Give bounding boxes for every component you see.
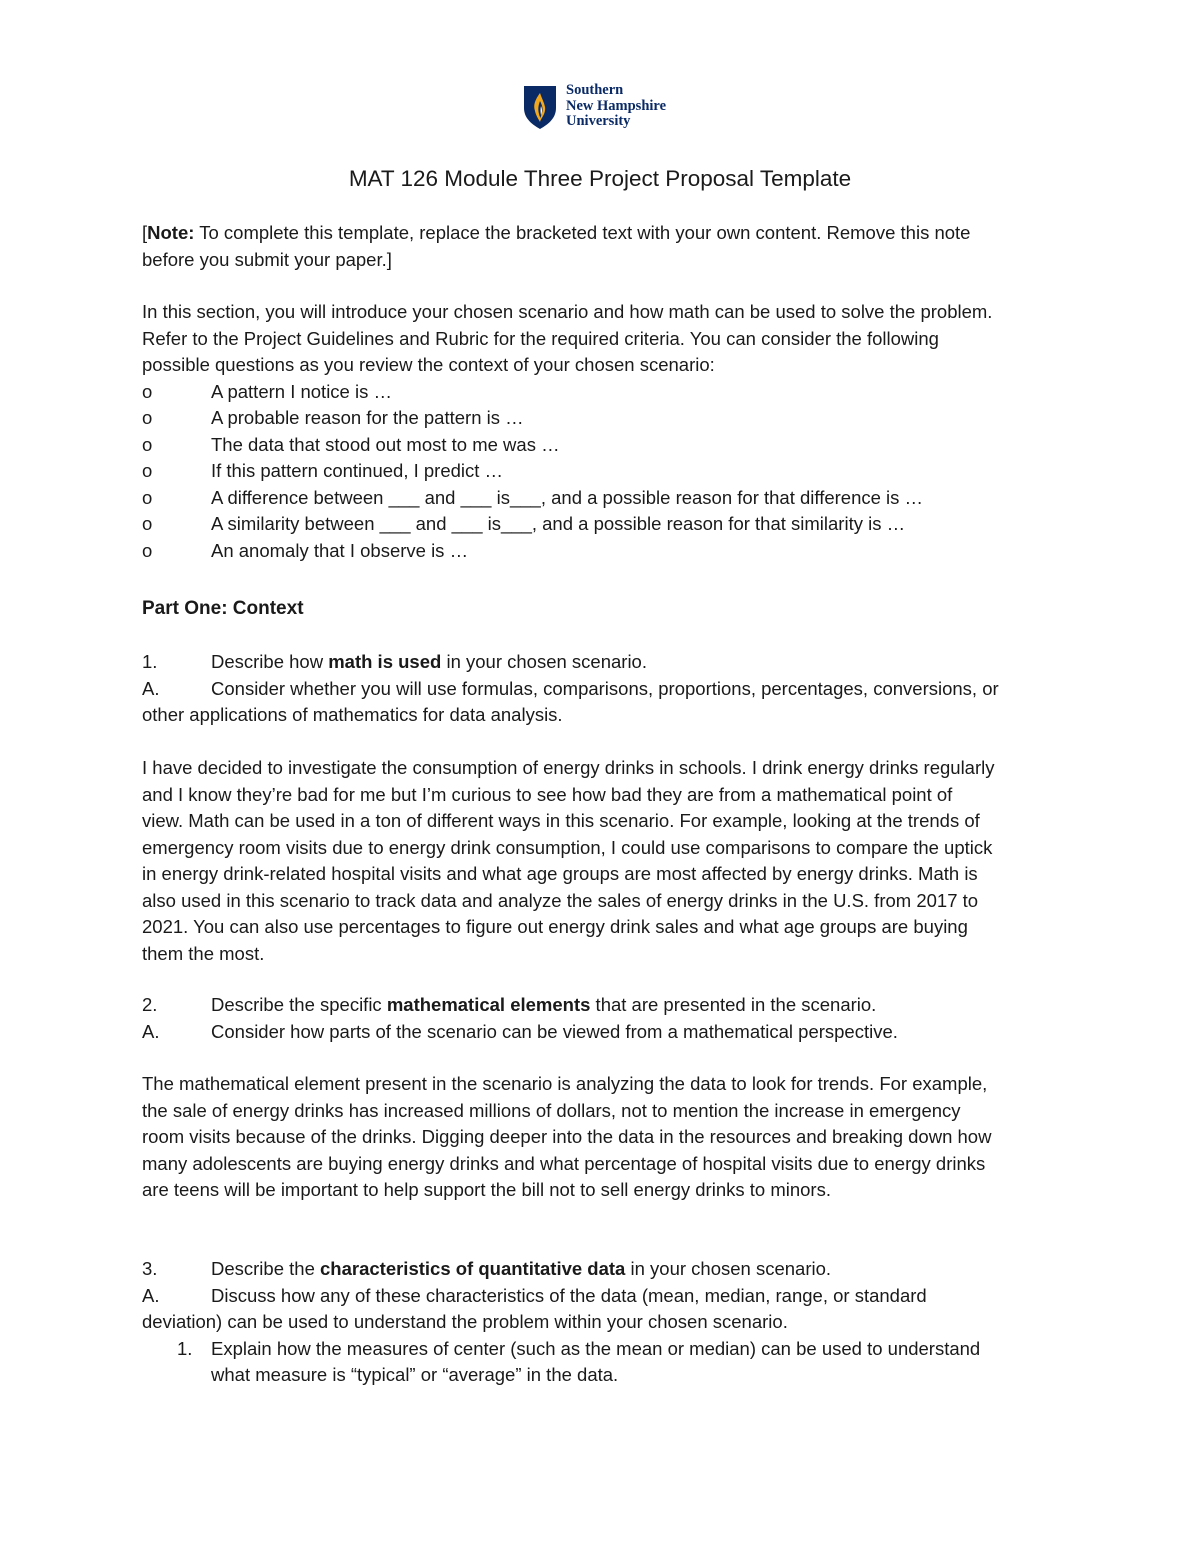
intro-line: possible questions as you review the context of your chosen scenario: [142, 354, 715, 375]
answer-line: also used in this scenario to track data and analyze the sales of energy drinks in the U.S. from 2017 to [142, 889, 979, 911]
list-item-text: If this pattern continued, I predict … [211, 460, 504, 481]
answer-line: I have decided to investigate the consumption of energy drinks in schools. I drink energy drinks regularly [142, 757, 995, 778]
list-item-text: The data that stood out most to me was … [211, 433, 560, 455]
page-title: MAT 126 Module Three Project Proposal Template [348, 166, 852, 191]
answer-line: The mathematical element present in the scenario is analyzing the data to look for trends. For example, [142, 1073, 988, 1094]
section-heading: Part One: Context [142, 598, 304, 619]
list-item-text: A pattern I notice is … [211, 380, 392, 402]
answer-line: in energy drink-related hospital visits and what age groups are most affected by energy drinks. Math is [142, 863, 978, 884]
snhu-shield-icon [522, 84, 558, 130]
note-text: To complete this template, replace the bracketed text with your own content. Remove this note [194, 222, 971, 243]
answer-line: many adolescents are buying energy drinks and what percentage of hospital visits due to energy drinks [142, 1152, 986, 1174]
snhu-wordmark [566, 83, 666, 130]
answer-1 [142, 755, 1062, 967]
answer-2 [142, 1071, 1062, 1204]
intro-section [142, 299, 1062, 564]
bullet-marker: o [142, 539, 153, 561]
intro-line: Refer to the Project Guidelines and Rubric for the required criteria. You can consider the following [142, 327, 939, 349]
logo-line: Southern [566, 82, 624, 98]
list-item [142, 379, 1062, 406]
list-item [142, 458, 1062, 485]
sub-text: Consider whether you will use formulas, comparisons, proportions, percentages, conversions, or [211, 677, 999, 699]
note-bracket: [ [142, 222, 148, 243]
question-1 [142, 649, 1062, 729]
list-item [142, 511, 1062, 538]
list-item [142, 405, 1062, 432]
sub-marker: A. [142, 1020, 160, 1042]
note-text: before you submit your paper.] [142, 248, 392, 270]
question-emphasis: math is used [328, 651, 442, 672]
answer-line: and I know they’re bad for me but I’m curious to see how bad they are from a mathematical point of [142, 783, 953, 805]
answer-line: emergency room visits due to energy drink consumption, I could use comparisons to compare the uptick [142, 836, 993, 858]
list-item [142, 485, 1062, 512]
template-note [142, 220, 1062, 273]
bullet-marker: o [142, 460, 153, 481]
question-list [142, 379, 1062, 565]
question-number: 1. [142, 651, 158, 672]
bullet-marker: o [142, 380, 153, 402]
logo-line: New Hampshire [566, 97, 667, 114]
question-text: in your chosen scenario. [625, 1258, 832, 1279]
item-text: Explain how the measures of center (such as the mean or median) can be used to understand [211, 1337, 981, 1359]
intro-line: In this section, you will introduce your chosen scenario and how math can be used to solve the problem. [142, 301, 993, 322]
answer-line: the sale of energy drinks has increased millions of dollars, not to mention the increase in emergency [142, 1099, 961, 1121]
bullet-marker: o [142, 433, 153, 455]
question-2 [142, 992, 1062, 1045]
question-text: in your chosen scenario. [441, 651, 647, 672]
question-number: 2. [142, 994, 158, 1015]
sub-text: Consider how parts of the scenario can be viewed from a mathematical perspective. [211, 1020, 898, 1042]
list-item [142, 538, 1062, 565]
question-text: Describe the specific [211, 994, 387, 1015]
answer-line: them the most. [142, 942, 265, 964]
question-3 [142, 1256, 1062, 1389]
part-one-heading [142, 596, 1062, 623]
question-text: Describe how [211, 651, 329, 672]
answer-line: are teens will be important to help support the bill not to sell energy drinks to minors. [142, 1179, 831, 1200]
sub-text: Discuss how any of these characteristics of the data (mean, median, range, or standard [211, 1284, 927, 1306]
question-emphasis: mathematical elements [386, 994, 591, 1015]
question-emphasis: characteristics of quantitative data [320, 1258, 626, 1279]
question-text: Describe the [211, 1258, 320, 1279]
item-number: 1. [177, 1337, 193, 1359]
sub-marker: A. [142, 677, 160, 699]
numbered-item [142, 1336, 1062, 1363]
answer-line: view. Math can be used in a ton of different ways in this scenario. For example, looking at the trends of [142, 810, 980, 831]
list-item-text: A similarity between ___ and ___ is___, and a possible reason for that similarity is … [211, 513, 906, 534]
note-label: Note: [147, 222, 195, 243]
bullet-marker: o [142, 513, 153, 534]
list-item-text: A probable reason for the pattern is … [211, 407, 524, 428]
item-text: what measure is “typical” or “average” in the data. [211, 1364, 619, 1385]
logo-line: University [566, 113, 631, 129]
list-item-text: An anomaly that I observe is … [211, 539, 469, 561]
snhu-logo [522, 84, 666, 130]
answer-line: room visits because of the drinks. Digging deeper into the data in the resources and breaking down how [142, 1126, 992, 1147]
bullet-marker: o [142, 486, 153, 508]
list-item [142, 432, 1062, 459]
question-number: 3. [142, 1258, 158, 1279]
question-text: that are presented in the scenario. [590, 994, 877, 1015]
list-item-text: A difference between ___ and ___ is___, and a possible reason for that difference is … [211, 486, 924, 508]
answer-line: 2021. You can also use percentages to figure out energy drink sales and what age groups are buying [142, 916, 968, 937]
sub-marker: A. [142, 1284, 160, 1306]
bullet-marker: o [142, 407, 153, 428]
sub-text: other applications of mathematics for data analysis. [142, 704, 563, 725]
sub-text: deviation) can be used to understand the problem within your chosen scenario. [142, 1311, 788, 1332]
